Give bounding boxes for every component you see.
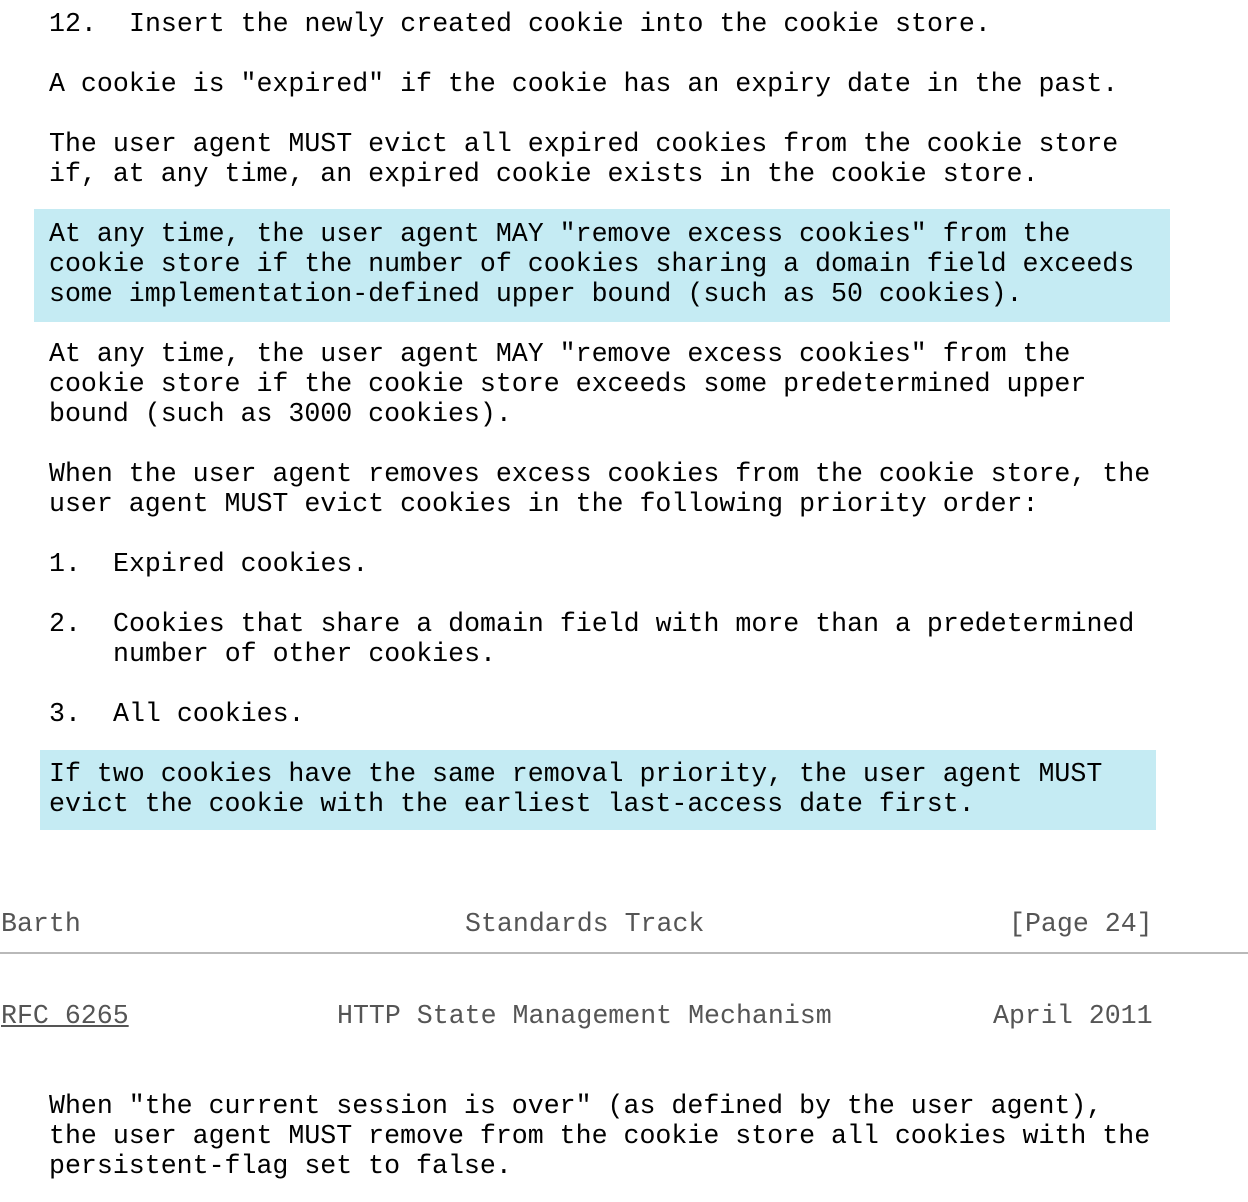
priority-item-3-text: All cookies. — [113, 699, 305, 729]
priority-item-1-number: 1. — [49, 549, 81, 579]
footer-track: Standards Track — [465, 909, 705, 939]
para-session-line-1: When "the current session is over" (as defined by the user agent), — [49, 1091, 1103, 1121]
para-session-line-2: the user agent MUST remove from the cookie store all cookies with the — [49, 1121, 1151, 1151]
step-12-text: Insert the newly created cookie into the cookie store. — [129, 9, 991, 39]
para-evict-line-1: The user agent MUST evict all expired cookies from the cookie store — [49, 129, 1119, 159]
footer-page-number: [Page 24] — [1009, 909, 1153, 939]
para-expired-definition: A cookie is "expired" if the cookie has an expiry date in the past. — [49, 69, 1119, 99]
para-tiebreak-line-2: evict the cookie with the earliest last-access date first. — [49, 789, 975, 819]
para-priority-line-1: When the user agent removes excess cookies from the cookie store, the — [49, 459, 1151, 489]
para-domain-limit-line-1: At any time, the user agent MAY "remove excess cookies" from the — [49, 219, 1071, 249]
footer-author: Barth — [1, 909, 81, 939]
para-priority-line-2: user agent MUST evict cookies in the following priority order: — [49, 489, 1039, 519]
para-tiebreak-line-1: If two cookies have the same removal priority, the user agent MUST — [49, 759, 1103, 789]
header-title: HTTP State Management Mechanism — [337, 1001, 832, 1031]
page-break-rule — [0, 952, 1248, 954]
priority-item-3-number: 3. — [49, 699, 81, 729]
priority-item-2-text-line-1: Cookies that share a domain field with more than a predetermined — [113, 609, 1135, 639]
para-domain-limit-line-3: some implementation-defined upper bound (such as 50 cookies). — [49, 279, 1023, 309]
para-store-limit-line-1: At any time, the user agent MAY "remove excess cookies" from the — [49, 339, 1071, 369]
priority-item-2-text-line-2: number of other cookies. — [113, 639, 497, 669]
para-store-limit-line-3: bound (such as 3000 cookies). — [49, 399, 512, 429]
priority-item-1-text: Expired cookies. — [113, 549, 369, 579]
para-store-limit-line-2: cookie store if the cookie store exceeds some predetermined upper — [49, 369, 1087, 399]
priority-item-2-number: 2. — [49, 609, 81, 639]
para-evict-line-2: if, at any time, an expired cookie exists in the cookie store. — [49, 159, 1039, 189]
para-session-line-3: persistent-flag set to false. — [49, 1151, 512, 1181]
para-domain-limit-line-2: cookie store if the number of cookies sharing a domain field exceeds — [49, 249, 1135, 279]
step-12-number: 12. — [49, 9, 97, 39]
header-date: April 2011 — [993, 1001, 1153, 1031]
rfc-link[interactable]: RFC 6265 — [1, 1001, 129, 1031]
